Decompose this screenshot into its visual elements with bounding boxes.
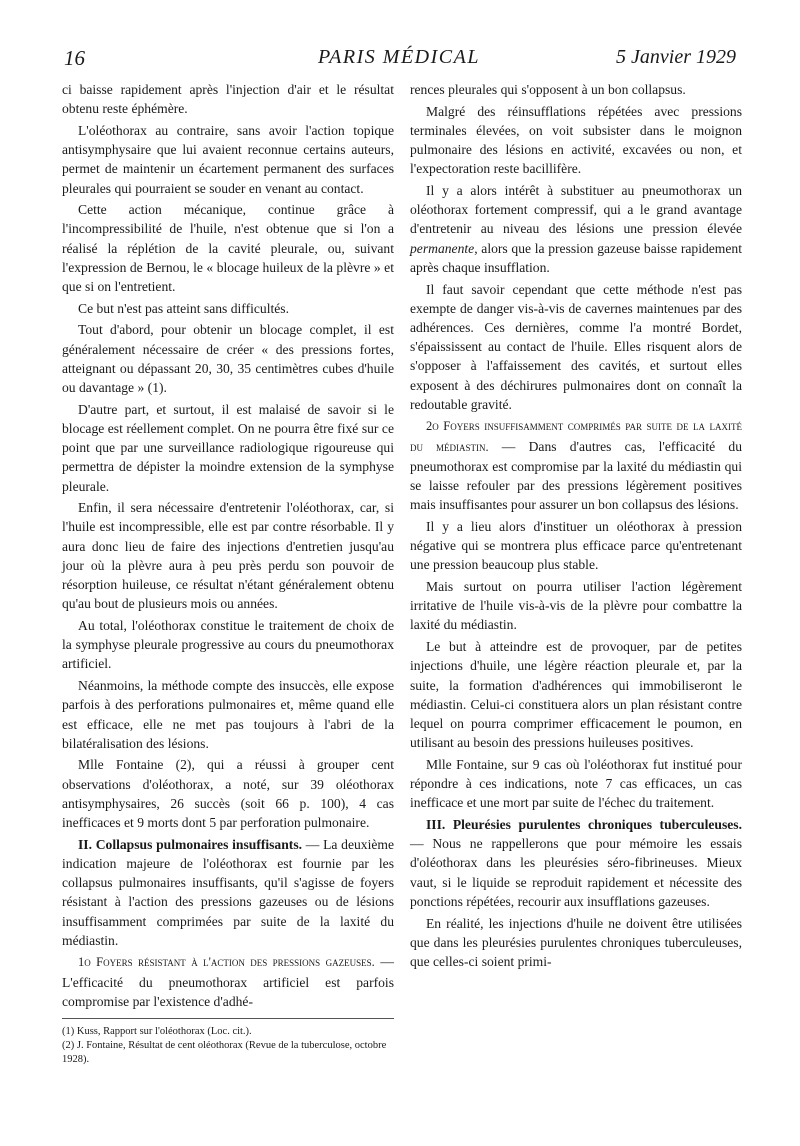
page-header bbox=[60, 44, 738, 72]
section-paragraph bbox=[62, 835, 394, 950]
paragraph bbox=[410, 181, 742, 277]
subsection-paragraph bbox=[62, 952, 394, 1011]
paragraph: Ce but n'est pas atteint sans difficultés. bbox=[78, 300, 289, 316]
paragraph: Le but à atteindre est de provoquer, par de petites injections d'huile, une légère réaction pleurale et, par la suite, la formation d'adhérences qui immobiliseront le médiastin. Celui-ci constituera alors un plan résistant contre lequel on pourra comprimer efficacement le poumon, en utilisant au besoin des pressions huileuses positives. bbox=[410, 639, 742, 751]
paragraph: Mais surtout on pourra utiliser l'action légèrement irritative de l'huile vis-à-vis de la plèvre pour combattre la laxité du médiastin. bbox=[410, 579, 742, 633]
paragraph: Malgré des réinsufflations répétées avec pressions terminales élevées, on voit subsister dans le moignon pulmonaire des lésions en activité, excavées ou non, et l'expectoration reste bacillifère. bbox=[410, 103, 742, 177]
paragraph: rences pleurales qui s'opposent à un bon collapsus. bbox=[410, 82, 686, 97]
subsection-heading: 1o Foyers résistant à l'action des pressions gazeuses. bbox=[78, 955, 375, 970]
paragraph: Il faut savoir cependant que cette méthode n'est pas exempte de danger vis-à-vis de cavernes maintenues par des adhérences. Ces dernières, comme l'a montré Bordet, s'épaississent au contact de l'huile. Elles risquent alors de s'opposer à l'affaissement des cavités, et surtout elles exposent à des déchirures pulmonaires dont on connaît la redoutable gravité. bbox=[410, 281, 742, 412]
subsection-text: — L'efficacité du pneumothorax artificiel est parfois compromise par l'existence d'adhé- bbox=[62, 954, 394, 1009]
paragraph: Au total, l'oléothorax constitue le traitement de choix de la symphyse pleurale progressive au cours du pneumothorax artificiel. bbox=[62, 617, 394, 672]
paragraph: Enfin, il sera nécessaire d'entretenir l'oléothorax, car, si l'huile est incompressible, elle est par contre résorbable. Il y aura donc lieu de faire des injections d'entretien jusqu'au jour où la plèvre aura à peu près perdu son pouvoir de résorption huileuse, ce résultat n'étant généralement obtenu qu'au bout de plusieurs mois ou années. bbox=[62, 500, 394, 612]
paragraph: Néanmoins, la méthode compte des insuccès, elle expose parfois à des perforations pulmonaires et, même quand elle est efficace, elle ne met pas toujours à l'abri de la bilatéralisation des lésions. bbox=[62, 678, 394, 751]
section-text: — Nous ne rappellerons que pour mémoire les essais d'oléothorax dans les pleurésies séro-fibrineuses. Mieux vaut, si le liquide se reproduit rapidement et nécessite des ponctions répétées, recourir aux insufflations gazeuses. bbox=[410, 836, 742, 909]
issue-date: 5 Janvier 1929 bbox=[616, 46, 736, 68]
footnote: (1) Kuss, Rapport sur l'oléothorax (Loc. cit.). bbox=[62, 1026, 252, 1037]
footnotes bbox=[62, 1018, 394, 1067]
emphasis: permanente bbox=[410, 240, 475, 256]
paragraph-text: , alors que la pression gazeuse baisse rapidement après chaque insufflation. bbox=[410, 240, 742, 275]
subsection-paragraph bbox=[410, 416, 742, 514]
paragraph: En réalité, les injections d'huile ne doivent être utilisées que dans les pleurésies purulentes chroniques tuberculeuses, que celles-ci soient primi- bbox=[410, 915, 742, 969]
paragraph: Tout d'abord, pour obtenir un blocage complet, il est généralement nécessaire de créer « des pressions fortes, atteignant ou dépassant 20, 30, 35 centimètres cubes d'huile ou davantage » (1). bbox=[62, 322, 394, 396]
journal-title: PARIS MÉDICAL bbox=[318, 46, 480, 68]
page-number: 16 bbox=[64, 46, 85, 70]
right-column bbox=[410, 80, 742, 974]
paragraph: ci baisse rapidement après l'injection d'air et le résultat obtenu reste éphémère. bbox=[62, 82, 394, 117]
footnote-rule bbox=[62, 1018, 394, 1019]
subsection-text: — Dans d'autres cas, l'efficacité du pneumothorax est compromise par la laxité du médiastin qui se laisse refouler par des pressions légèrement positives mais insuffisantes pour assurer un bon collapsus des lésions. bbox=[410, 438, 743, 513]
paragraph-text: Il y a alors intérêt à substituer au pneumothorax un oléothorax fortement compressif, qui a le grand avantage d'entretenir au niveau des lésions une pression élevée bbox=[410, 183, 742, 237]
paragraph: Il y a lieu alors d'instituer un oléothorax à pression négative qui se montrera plus efficace parce qu'entretenant une pression beaucoup plus stable. bbox=[410, 518, 742, 573]
paragraph: Cette action mécanique, continue grâce à l'incompressibilité de l'huile, n'est obtenue que si l'on a réalisé la réplétion de la cavité pleurale, ou, suivant l'expression de Bernou, le « blocage huileux de la plèvre » et que si on l'entretient. bbox=[62, 202, 394, 295]
section-heading: II. Collapsus pulmonaires insuffisants. bbox=[78, 836, 303, 852]
paragraph: Mlle Fontaine, sur 9 cas où l'oléothorax fut institué pour répondre à ces indications, note 7 cas efficaces, un cas inefficace et une mort par suite de l'échec du traitement. bbox=[410, 756, 742, 811]
footnote: (2) J. Fontaine, Résultat de cent oléothorax (Revue de la tuberculose, octobre 1928). bbox=[62, 1040, 387, 1065]
subsection-heading: 2o Foyers insuffisamment comprimés par suite de la laxité du médiastin. bbox=[410, 419, 742, 454]
left-column bbox=[62, 80, 394, 1014]
section-heading: III. Pleurésies purulentes chroniques tuberculeuses. bbox=[426, 817, 742, 833]
paragraph: L'oléothorax au contraire, sans avoir l'action topique antisymphysaire que lui avaient reconnue certains auteurs, permet de maintenir un écartement permanent des surfaces pleurales qui pourraient se souder en venant au contact. bbox=[62, 122, 394, 196]
paragraph: D'autre part, et surtout, il est malaisé de savoir si le blocage est réellement complet. On ne pourra être fixé sur ce point que par une surveillance radiologique rigoureuse qui permettra de dépister la moindre extension de la symphyse pleurale. bbox=[62, 401, 394, 494]
paragraph: Mlle Fontaine (2), qui a réussi à grouper cent observations d'oléothorax, a noté, sur 39 oléothorax antisymphysaires, 26 succès (soit 66 p. 100), 4 cas inefficaces et 9 morts dont 5 par perforation pulmonaire. bbox=[62, 757, 394, 831]
section-text: — La deuxième indication majeure de l'oléothorax est fournie par les collapsus pulmonaires insuffisants, qu'il s'agisse de foyers résistant à l'action des pressions gazeuses ou de lésions insuffisamment comprimées par suite de la laxité du médiastin. bbox=[62, 836, 395, 948]
section-paragraph bbox=[410, 815, 742, 911]
